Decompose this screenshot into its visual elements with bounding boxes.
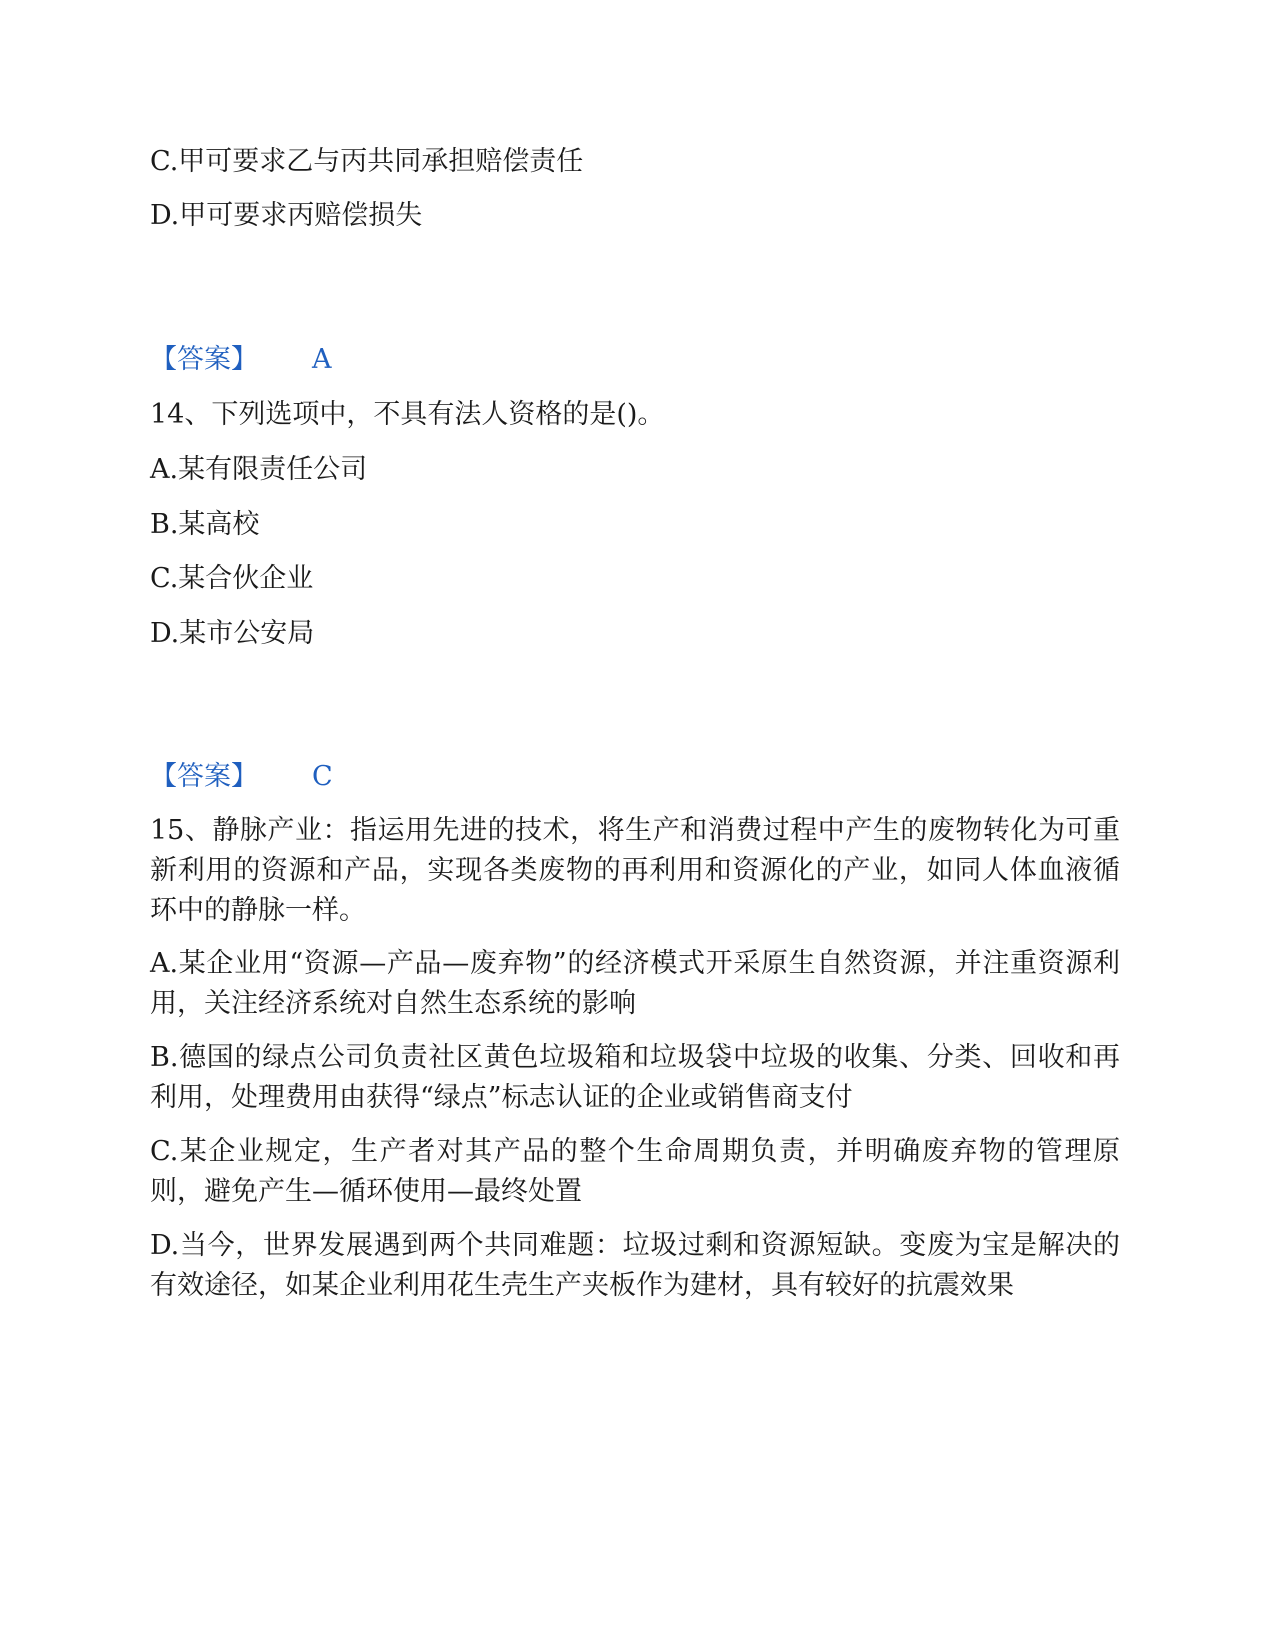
q14-option-b: B.某高校 bbox=[150, 509, 260, 540]
answer-label: 【答案】 bbox=[150, 761, 258, 792]
q15-option-d: D.当今，世界发展遇到两个共同难题：垃圾过剩和资源短缺。变废为宝是解决的有效途径，如某企业利用花生壳生产夹板作为建材，具有较好的抗震效果 bbox=[150, 1230, 1120, 1301]
q13-answer bbox=[150, 340, 332, 380]
q15-option-c: C.某企业规定，生产者对其产品的整个生命周期负责，并明确废弃物的管理原则，避免产生—循环使用—最终处置 bbox=[150, 1136, 1120, 1207]
q13-option-c: C.甲可要求乙与丙共同承担赔偿责任 bbox=[150, 146, 584, 177]
q15-question: 15、静脉产业：指运用先进的技术，将生产和消费过程中产生的废物转化为可重新利用的资源和产品，实现各类废物的再利用和资源化的产业，如同人体血液循环中的静脉一样。 bbox=[150, 815, 1120, 926]
q14-option-c: C.某合伙企业 bbox=[150, 563, 314, 594]
q15-option-b: B.德国的绿点公司负责社区黄色垃圾箱和垃圾袋中垃圾的收集、分类、回收和再利用，处理费用由获得“绿点”标志认证的企业或销售商支付 bbox=[150, 1042, 1120, 1113]
answer-label: 【答案】 bbox=[150, 344, 258, 375]
q14-answer bbox=[150, 757, 333, 797]
q14-question: 14、下列选项中，不具有法人资格的是()。 bbox=[150, 399, 665, 430]
q14-option-d: D.某市公安局 bbox=[150, 618, 315, 649]
q15-option-a: A.某企业用“资源—产品—废弃物”的经济模式开采原生自然资源，并注重资源利用，关注经济系统对自然生态系统的影响 bbox=[150, 948, 1120, 1019]
answer-value: C bbox=[312, 761, 333, 792]
answer-value: A bbox=[312, 344, 332, 375]
q14-option-a: A.某有限责任公司 bbox=[150, 454, 368, 485]
q13-option-d: D.甲可要求丙赔偿损失 bbox=[150, 200, 423, 231]
